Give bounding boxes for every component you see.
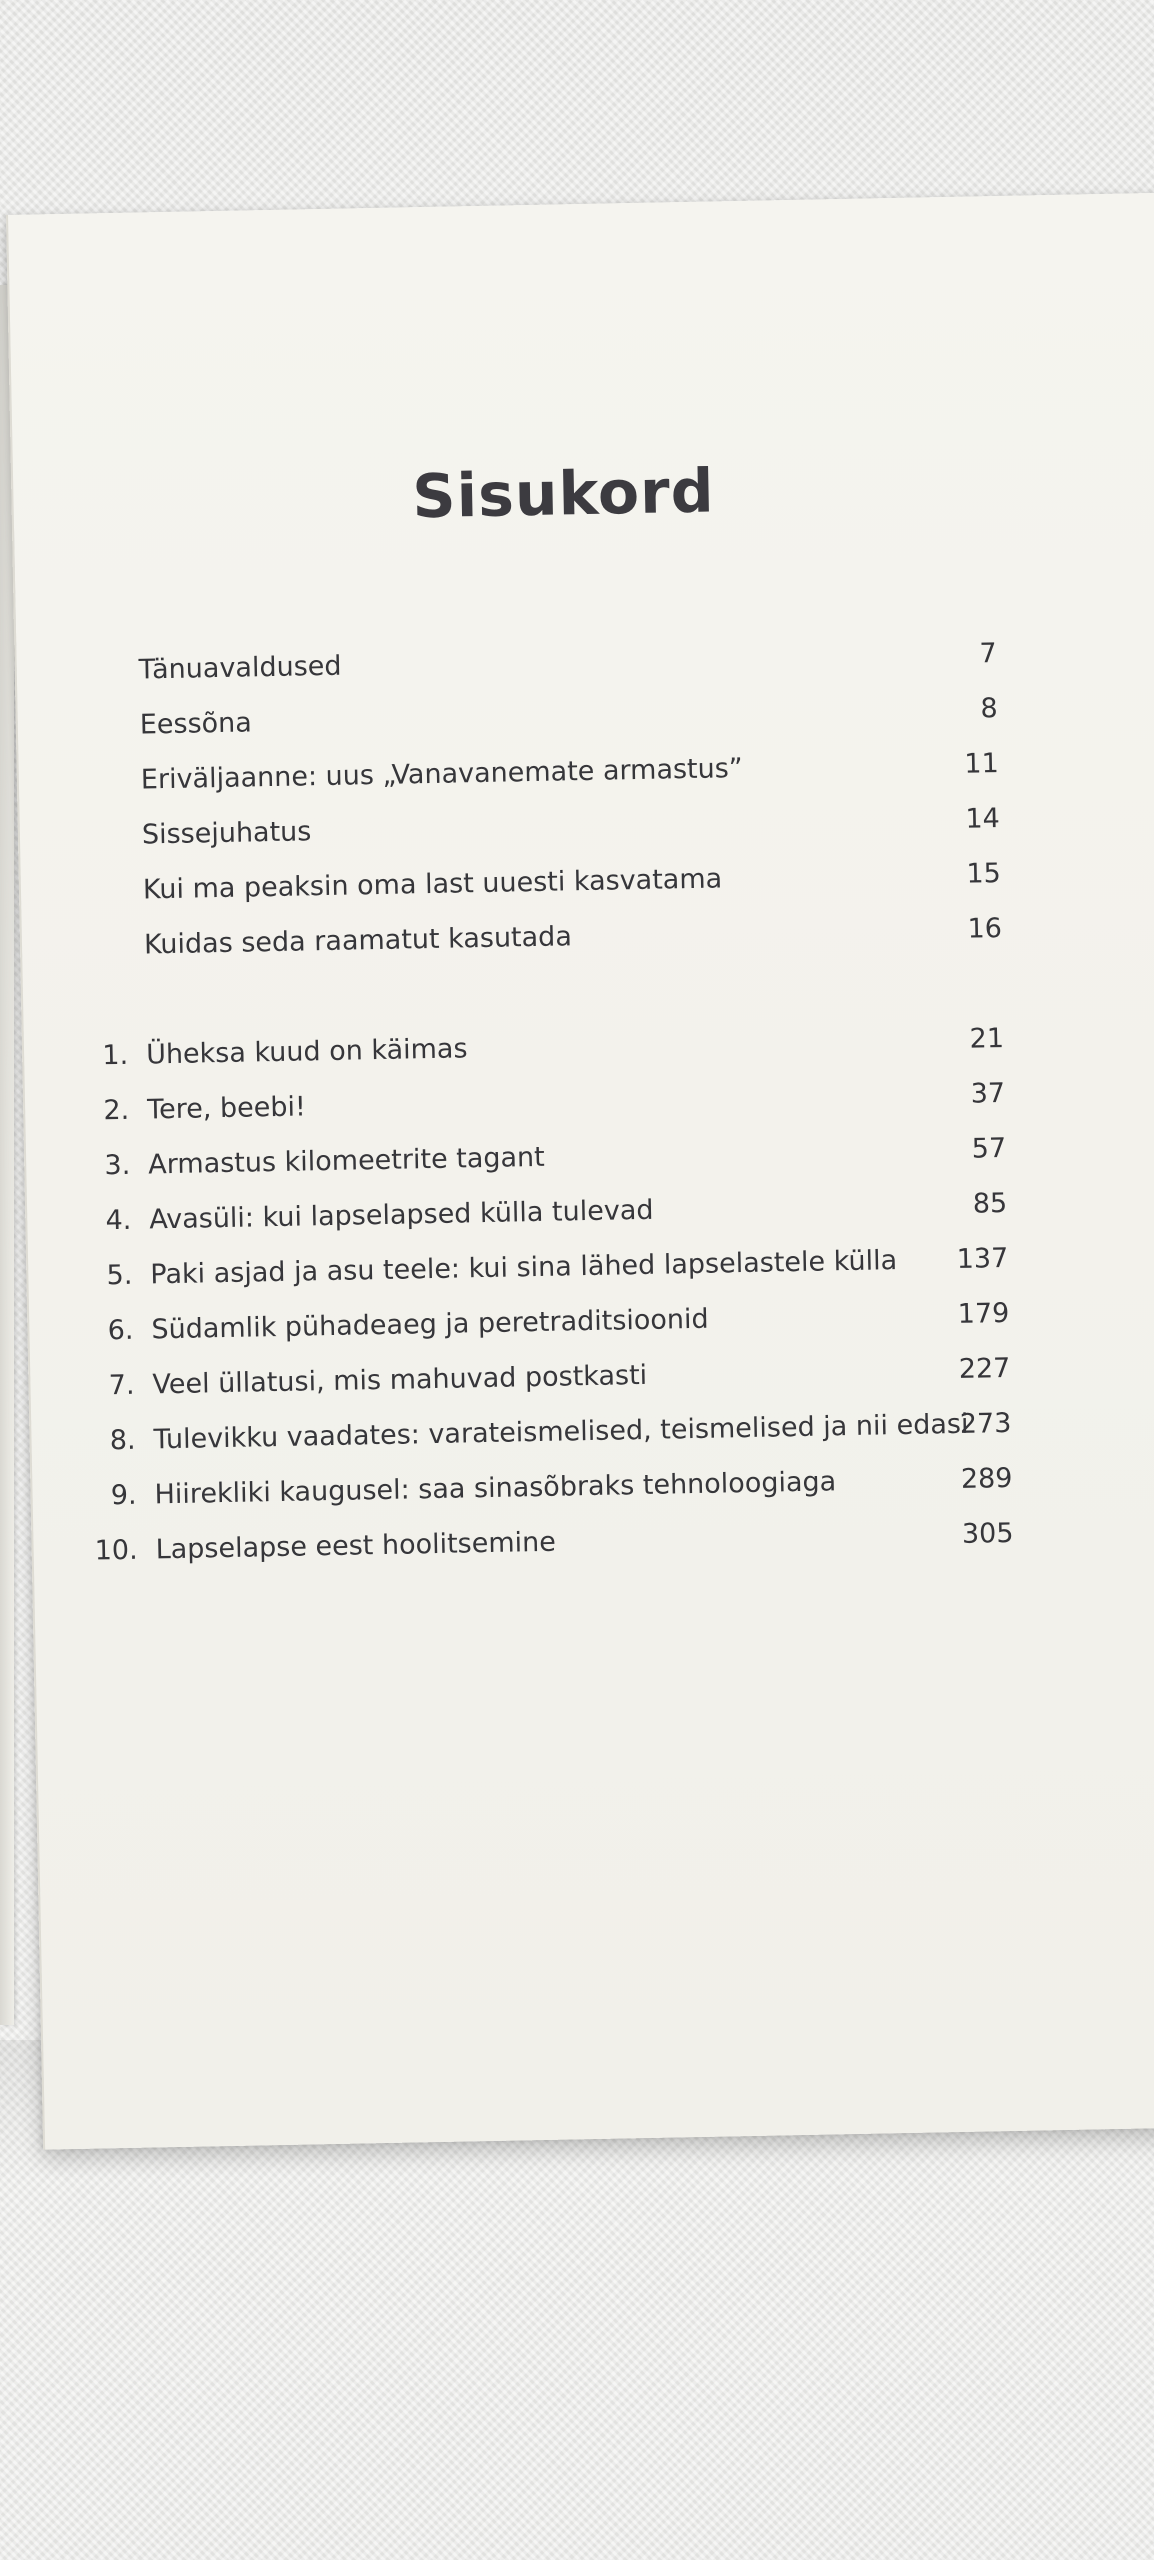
chapter-number: 10. xyxy=(94,1534,138,1567)
chapter-page: 21 xyxy=(969,1022,1005,1055)
chapter-title: Südamlik pühadeaeg ja peretraditsioonid xyxy=(151,1303,709,1346)
chapter-page: 289 xyxy=(960,1462,1013,1495)
chapter-title: Armastus kilomeetrite tagant xyxy=(147,1141,546,1181)
toc-entry-page: 16 xyxy=(967,913,1003,945)
chapter-number: 9. xyxy=(110,1479,137,1512)
chapter-title: Paki asjad ja asu teele: kui sina lähed lapselastele külla xyxy=(150,1245,898,1291)
chapter-number: 4. xyxy=(105,1204,132,1237)
toc-entry-label: Kuidas seda raamatut kasutada xyxy=(143,921,573,961)
front-matter-list xyxy=(76,625,1042,973)
chapter-title: Tere, beebi! xyxy=(146,1091,307,1126)
toc-entry-page: 7 xyxy=(979,638,997,670)
chapter-page: 305 xyxy=(961,1517,1014,1550)
page-title: Sisukord xyxy=(411,456,716,533)
chapter-number: 7. xyxy=(108,1369,135,1402)
chapter-page: 137 xyxy=(956,1242,1009,1275)
chapter-title: Avasüli: kui lapselapsed külla tulevad xyxy=(149,1194,654,1236)
chapter-page: 273 xyxy=(959,1407,1012,1440)
chapter-title: Hiirekliki kaugusel: saa sinasõbraks tehnoloogiaga xyxy=(154,1466,837,1511)
chapter-number: 5. xyxy=(106,1259,133,1292)
toc-entry-page: 11 xyxy=(964,748,1000,780)
toc-entry-label: Tänuavaldused xyxy=(138,650,342,686)
toc-entry-label: Eriväljaanne: uus „Vanavanemate armastus” xyxy=(140,752,744,796)
chapter-number: 6. xyxy=(107,1314,134,1347)
chapter-page: 227 xyxy=(958,1352,1011,1385)
chapter-number: 3. xyxy=(104,1149,131,1182)
toc-entry-page: 8 xyxy=(980,693,998,725)
chapter-number: 1. xyxy=(102,1039,129,1072)
chapter-title: Tulevikku vaadates: varateismelised, teismelised ja nii edasi xyxy=(153,1408,969,1456)
chapter-title: Veel üllatusi, mis mahuvad postkasti xyxy=(152,1359,648,1401)
toc-entry-page: 15 xyxy=(966,858,1002,890)
book-page xyxy=(6,193,1154,2150)
chapter-number: 8. xyxy=(109,1424,136,1457)
chapter-list xyxy=(84,1010,1054,1578)
chapter-title: Lapselapse eest hoolitsemine xyxy=(155,1526,557,1566)
chapter-page: 85 xyxy=(972,1187,1008,1220)
toc-entry-page: 14 xyxy=(965,803,1001,835)
chapter-page: 37 xyxy=(970,1077,1006,1110)
chapter-title: Üheksa kuud on käimas xyxy=(145,1033,468,1071)
table-of-contents xyxy=(76,625,1054,1578)
chapter-number: 2. xyxy=(103,1094,130,1127)
chapter-page: 57 xyxy=(971,1132,1007,1165)
toc-entry-label: Sissejuhatus xyxy=(141,816,312,851)
toc-entry-label: Eessõna xyxy=(139,707,253,741)
toc-entry-label: Kui ma peaksin oma last uuesti kasvatama xyxy=(142,863,723,906)
chapter-page: 179 xyxy=(957,1297,1010,1330)
